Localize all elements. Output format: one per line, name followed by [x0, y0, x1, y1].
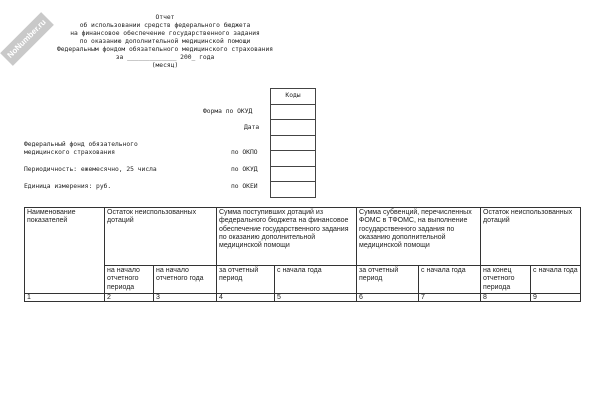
okei-label: по ОКЕИ [231, 183, 258, 190]
column-number: 3 [154, 293, 217, 301]
code-cell-date [271, 120, 316, 136]
unit-label: Единица измерения: руб. [24, 183, 112, 190]
code-cell-okpo [271, 151, 316, 167]
codes-header: Коды [271, 89, 316, 105]
code-cell-okei [271, 182, 316, 198]
periodicity-label: Периодичность: ежемесячно, 25 числа [24, 166, 157, 173]
subheader-cell: с начала года [419, 266, 481, 294]
column-number: 6 [357, 293, 419, 301]
column-number: 4 [217, 293, 275, 301]
code-cell-form [271, 104, 316, 120]
header-subventions: Сумма субвенций, перечисленных ФОМС в ТФОМС, на выполнение государственного задания по оказанию дополнительной медицинской помощи [357, 208, 481, 266]
column-number: 5 [275, 293, 357, 301]
column-number: 8 [481, 293, 531, 301]
org-name-line1: Федеральный фонд обязательного [24, 141, 138, 148]
form-okud-label: Форма по ОКУД [203, 108, 253, 115]
header-received-subsidies: Сумма поступивших дотаций из федерального бюджета на финансовое обеспечение государственного задания по оказанию дополнительной медицинской помощи [217, 208, 357, 266]
okpo-label: по ОКПО [231, 149, 258, 156]
subheader-cell: на начало отчетного периода [105, 266, 154, 294]
title-line: на финансовое обеспечение государственного задания [70, 30, 260, 37]
subheader-cell: за отчетный период [357, 266, 419, 294]
title-line: за _____________ 200_ года [115, 54, 215, 61]
report-title [0, 14, 330, 70]
report-table [24, 207, 581, 302]
codes-box [270, 88, 316, 198]
subheader-cell: на конец отчетного периода [481, 266, 531, 294]
watermark-text: NoNumber.ru [5, 17, 48, 60]
title-line: по оказанию дополнительной медицинской помощи [79, 38, 251, 45]
okud-label: по ОКУД [231, 166, 258, 173]
code-cell-okud [271, 166, 316, 182]
subheader-cell: на начало отчетного года [154, 266, 217, 294]
column-number: 9 [531, 293, 581, 301]
header-remaining-end: Остаток неиспользованных дотаций [481, 208, 581, 266]
header-remaining-start: Остаток неиспользованных дотаций [105, 208, 217, 266]
column-number: 1 [25, 293, 105, 301]
date-label: Дата [244, 124, 260, 131]
subheader-cell: за отчетный период [217, 266, 275, 294]
title-line: об использовании средств федерального бюджета [79, 22, 251, 29]
subheader-cell: с начала года [531, 266, 581, 294]
title-line: (месяц) [151, 62, 179, 69]
subheader-cell: с начала года [275, 266, 357, 294]
header-indicator-name: Наименование показателей [25, 208, 105, 294]
org-name-line2: медицинского страхования [24, 149, 115, 156]
column-number: 2 [105, 293, 154, 301]
title-line: Федеральным фондом обязательного медицинского страхования [56, 46, 274, 53]
column-number: 7 [419, 293, 481, 301]
code-cell-blank [271, 135, 316, 151]
title-line: Отчет [155, 14, 175, 21]
